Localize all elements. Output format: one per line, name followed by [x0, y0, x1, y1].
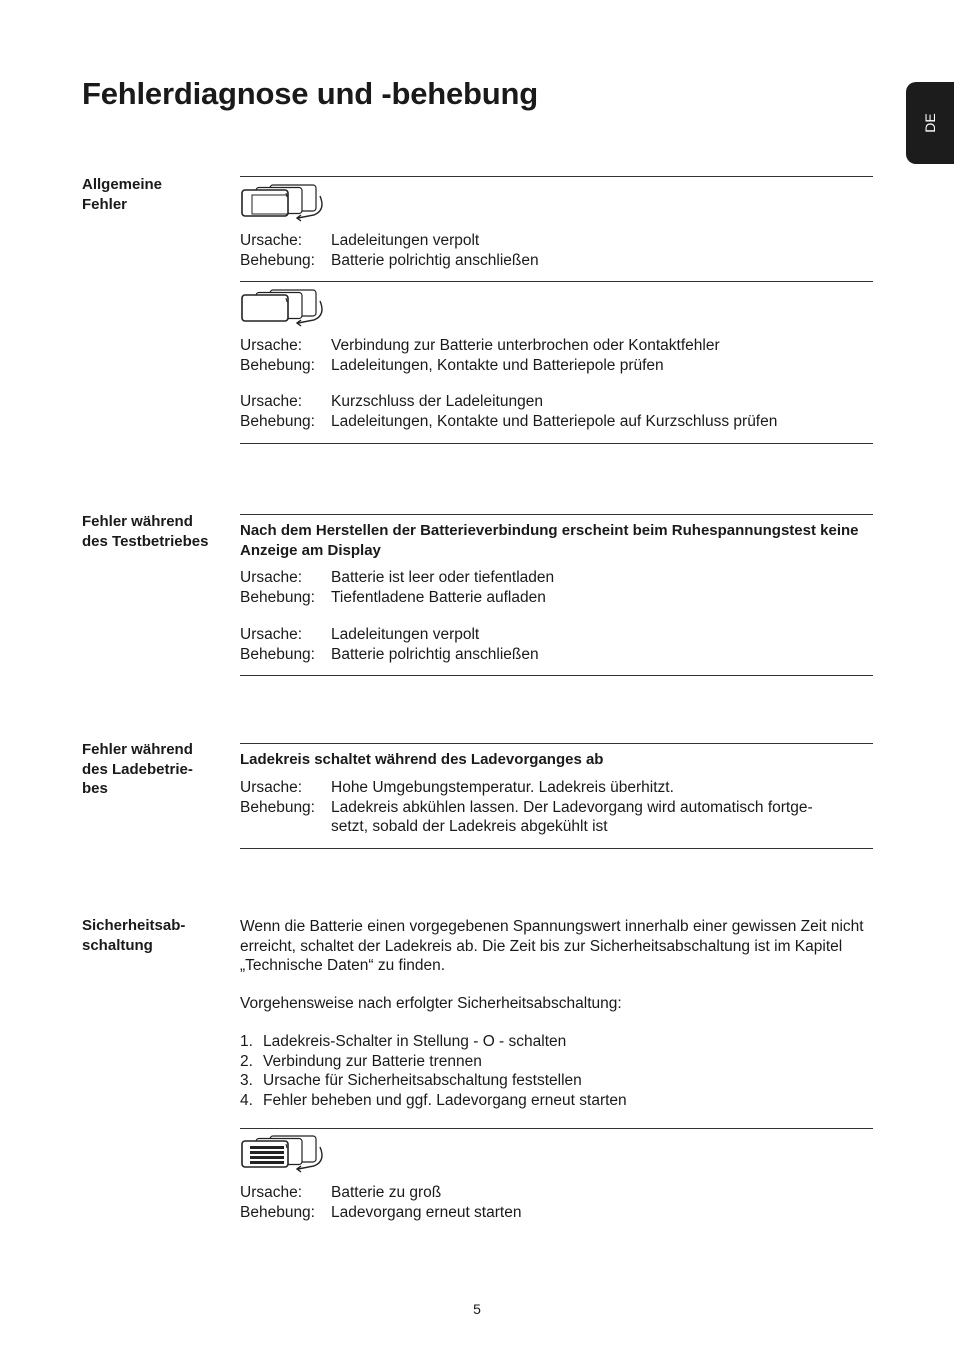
cause-fix-block — [240, 568, 873, 607]
fix-text: Ladevorgang erneut starten — [331, 1203, 522, 1221]
list-number: 4. — [240, 1091, 253, 1109]
cause-key: Ursache: — [240, 779, 303, 796]
divider — [240, 848, 873, 849]
error-heading: Nach dem Herstellen der Batterieverbindung erscheint beim Ruhespannungstest keine Anzeige am Display — [240, 522, 859, 559]
fix-key: Behebung: — [240, 412, 315, 430]
fix-text: Batterie polrichtig anschließen — [331, 645, 539, 663]
divider — [240, 176, 873, 177]
list-item — [240, 1091, 873, 1111]
cause-text: Hohe Umgebungstemperatur. Ladekreis überhitzt. — [331, 779, 674, 796]
cause-text: Verbindung zur Batterie unterbrochen oder Kontaktfehler — [331, 337, 720, 354]
fix-key: Behebung: — [240, 645, 315, 663]
display-error-icon — [240, 184, 330, 222]
section-label-general: Allgemeine Fehler — [82, 176, 163, 213]
fix-text: Tiefentladene Batterie aufladen — [331, 588, 546, 606]
divider — [240, 1128, 873, 1129]
list-number: 1. — [240, 1033, 253, 1050]
list-number: 3. — [240, 1072, 253, 1089]
display-error-icon — [240, 289, 330, 327]
procedure-list — [240, 1032, 873, 1110]
display-bars-icon — [240, 1135, 330, 1173]
cause-fix-block — [240, 392, 873, 431]
section-label-charging: Fehler während des Ladebetrie-bes — [82, 741, 193, 797]
list-text: Fehler beheben und ggf. Ladevorgang erneut starten — [263, 1091, 627, 1109]
section-label-test: Fehler während des Testbetriebes — [82, 513, 209, 550]
cause-fix-block — [240, 1183, 873, 1222]
fix-key: Behebung: — [240, 588, 315, 606]
list-item — [240, 1071, 873, 1091]
language-tab — [906, 82, 954, 164]
cause-fix-block — [240, 625, 873, 664]
error-heading: Ladekreis schaltet während des Ladevorganges ab — [240, 751, 604, 768]
cause-text: Ladeleitungen verpolt — [331, 626, 480, 643]
page-title: Fehlerdiagnose und -behebung — [82, 76, 538, 111]
cause-text: Kurzschluss der Ladeleitungen — [331, 393, 543, 410]
cause-key: Ursache: — [240, 626, 303, 643]
fix-text: Batterie polrichtig anschließen — [331, 251, 539, 269]
divider — [240, 514, 873, 515]
list-text: Ladekreis-Schalter in Stellung - O - schalten — [263, 1033, 567, 1050]
cause-key: Ursache: — [240, 393, 303, 410]
fix-text: Ladeleitungen, Kontakte und Batteriepole auf Kurzschluss prüfen — [331, 412, 778, 430]
divider — [240, 743, 873, 744]
divider — [240, 281, 873, 282]
cause-fix-block — [240, 231, 873, 270]
fix-key: Behebung: — [240, 251, 315, 269]
cause-key: Ursache: — [240, 337, 303, 354]
cause-key: Ursache: — [240, 1184, 303, 1201]
divider — [240, 675, 873, 676]
list-text: Verbindung zur Batterie trennen — [263, 1052, 482, 1070]
cause-key: Ursache: — [240, 232, 303, 249]
cause-key: Ursache: — [240, 569, 303, 586]
list-number: 2. — [240, 1052, 253, 1070]
cause-fix-block — [240, 336, 873, 375]
procedure-title: Vorgehensweise nach erfolgter Sicherheitsabschaltung: — [240, 995, 622, 1012]
fix-text: Ladekreis abkühlen lassen. Der Ladevorgang wird automatisch fortge-setzt, sobald der Ladekreis abgekühlt ist — [331, 798, 813, 835]
fix-key: Behebung: — [240, 798, 315, 816]
fix-key: Behebung: — [240, 1203, 315, 1221]
fix-text: Ladeleitungen, Kontakte und Batteriepole prüfen — [331, 356, 664, 374]
language-tab-label: DE — [922, 113, 938, 133]
cause-text: Batterie zu groß — [331, 1184, 442, 1201]
list-item — [240, 1032, 873, 1052]
list-text: Ursache für Sicherheitsabschaltung feststellen — [263, 1072, 582, 1089]
fix-key: Behebung: — [240, 356, 315, 374]
cause-fix-block — [240, 778, 840, 837]
cause-text: Batterie ist leer oder tiefentladen — [331, 569, 555, 586]
safety-intro: Wenn die Batterie einen vorgegebenen Spannungswert innerhalb einer gewissen Zeit nicht erreicht, schaltet der Ladekreis ab. Die Zeit bis zur Sicherheitsabschaltung ist im Kapitel „Technische Daten“ zu finden. — [240, 918, 864, 974]
cause-text: Ladeleitungen verpolt — [331, 232, 480, 249]
list-item — [240, 1052, 873, 1072]
section-label-safety: Sicherheitsab-schaltung — [82, 917, 186, 954]
divider — [240, 443, 873, 444]
page-number: 5 — [473, 1301, 481, 1317]
